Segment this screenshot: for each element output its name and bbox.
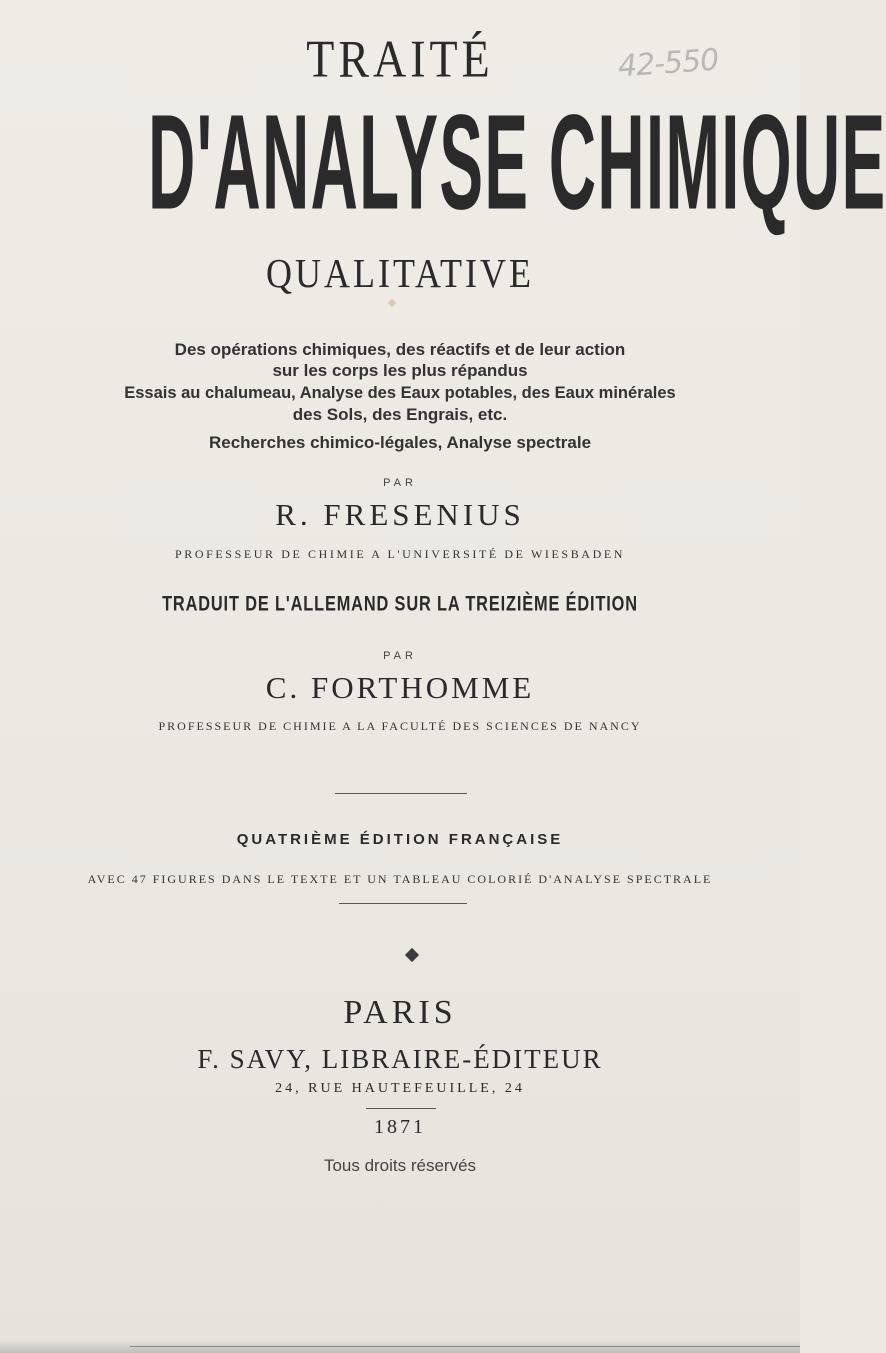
description-line-3: Essais au chalumeau, Analyse des Eaux potables, des Eaux minérales <box>124 384 676 402</box>
title-line-analyse-chimique: D'ANALYSE CHIMIQUE <box>148 87 886 239</box>
author-role: PROFESSEUR DE CHIMIE A L'UNIVERSITÉ DE WIESBADEN <box>174 547 626 561</box>
translator-by-label: PAR <box>383 650 417 662</box>
page-bottom-line <box>130 1346 800 1347</box>
author-name: R. FRESENIUS <box>275 497 525 532</box>
translation-statement: TRADUIT DE L'ALLEMAND SUR LA TREIZIÈME ÉDITION <box>162 592 638 616</box>
description-line-4: des Sols, des Engrais, etc. <box>292 405 508 424</box>
faint-ornament-mark <box>388 299 396 307</box>
diamond-ornament-icon <box>405 948 419 962</box>
imprint-year: 1871 <box>374 1116 426 1138</box>
edition-figures-note: AVEC 47 FIGURES DANS LE TEXTE ET UN TABLEAU COLORIÉ D'ANALYSE SPECTRALE <box>87 872 713 886</box>
author-by-label: PAR <box>383 477 417 489</box>
handwritten-shelf-mark: 42-550 <box>616 42 720 85</box>
description-line-5: Recherches chimico-légales, Analyse spectrale <box>208 433 592 452</box>
title-line-traite: TRAITÉ <box>306 29 494 88</box>
title-line-qualitative: QUALITATIVE <box>265 250 535 296</box>
imprint-publisher: F. SAVY, LIBRAIRE-ÉDITEUR <box>197 1044 603 1074</box>
imprint-rights: Tous droits réservés <box>323 1156 477 1175</box>
divider-rule-middle <box>339 903 467 904</box>
divider-rule-top <box>335 793 467 794</box>
description-line-1: Des opérations chimiques, des réactifs et de leur action <box>174 340 626 359</box>
translator-role: PROFESSEUR DE CHIMIE A LA FACULTÉ DES SCIENCES DE NANCY <box>158 719 642 733</box>
divider-rule-bottom <box>366 1108 436 1109</box>
imprint-city: PARIS <box>343 994 457 1031</box>
edition-label: QUATRIÈME ÉDITION FRANÇAISE <box>236 831 564 848</box>
imprint-address: 24, RUE HAUTEFEUILLE, 24 <box>275 1081 525 1096</box>
translator-name: C. FORTHOMME <box>265 670 535 705</box>
description-line-2: sur les corps les plus répandus <box>272 361 528 380</box>
